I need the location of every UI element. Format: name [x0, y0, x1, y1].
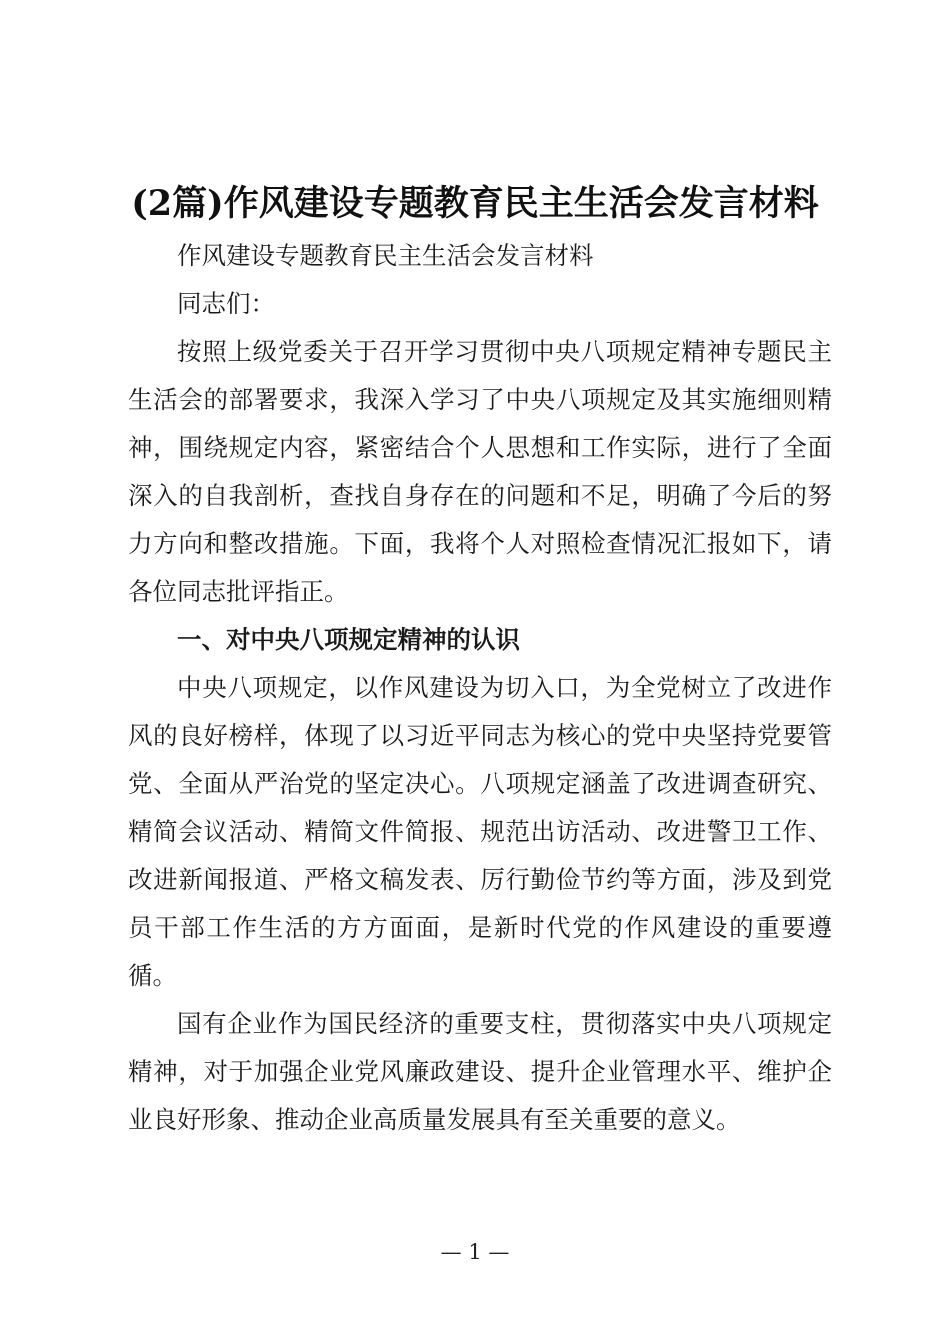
intro-paragraph: 按照上级党委关于召开学习贯彻中央八项规定精神专题民主生活会的部署要求，我深入学习了中央八项规定及其实施细则精神，围绕规定内容，紧密结合个人思想和工作实际，进行了全面深入的自我剖析，查找自身存在的问题和不足，明确了今后的努力方向和整改措施。下面，我将个人对照检查情况汇报如下，请各位同志批评指正。 — [128, 337, 832, 606]
section-heading: 一、对中央八项规定精神的认识 — [177, 625, 520, 654]
body-paragraph: 中央八项规定，以作风建设为切入口，为全党树立了改进作风的良好榜样，体现了以习近平同志为核心的党中央坚持党要管党、全面从严治党的坚定决心。八项规定涵盖了改进调查研究、精简会议活动、精简文件简报、规范出访活动、改进警卫工作、改进新闻报道、严格文稿发表、厉行勤俭节约等方面，涉及到党员干部工作生活的方方面面，是新时代党的作风建设的重要遵循。 — [128, 673, 832, 990]
subtitle-paragraph: 作风建设专题教育民主生活会发言材料 — [177, 241, 594, 270]
body-paragraph: 国有企业作为国民经济的重要支柱，贯彻落实中央八项规定精神，对于加强企业党风廉政建设、提升企业管理水平、维护企业良好形象、推动企业高质量发展具有至关重要的意义。 — [128, 1009, 832, 1134]
document-title: (2篇)作风建设专题教育民主生活会发言材料 — [131, 183, 819, 224]
salutation-paragraph: 同志们： — [177, 289, 275, 318]
page-number: — 1 — — [440, 1240, 510, 1264]
document-body — [128, 232, 832, 1144]
